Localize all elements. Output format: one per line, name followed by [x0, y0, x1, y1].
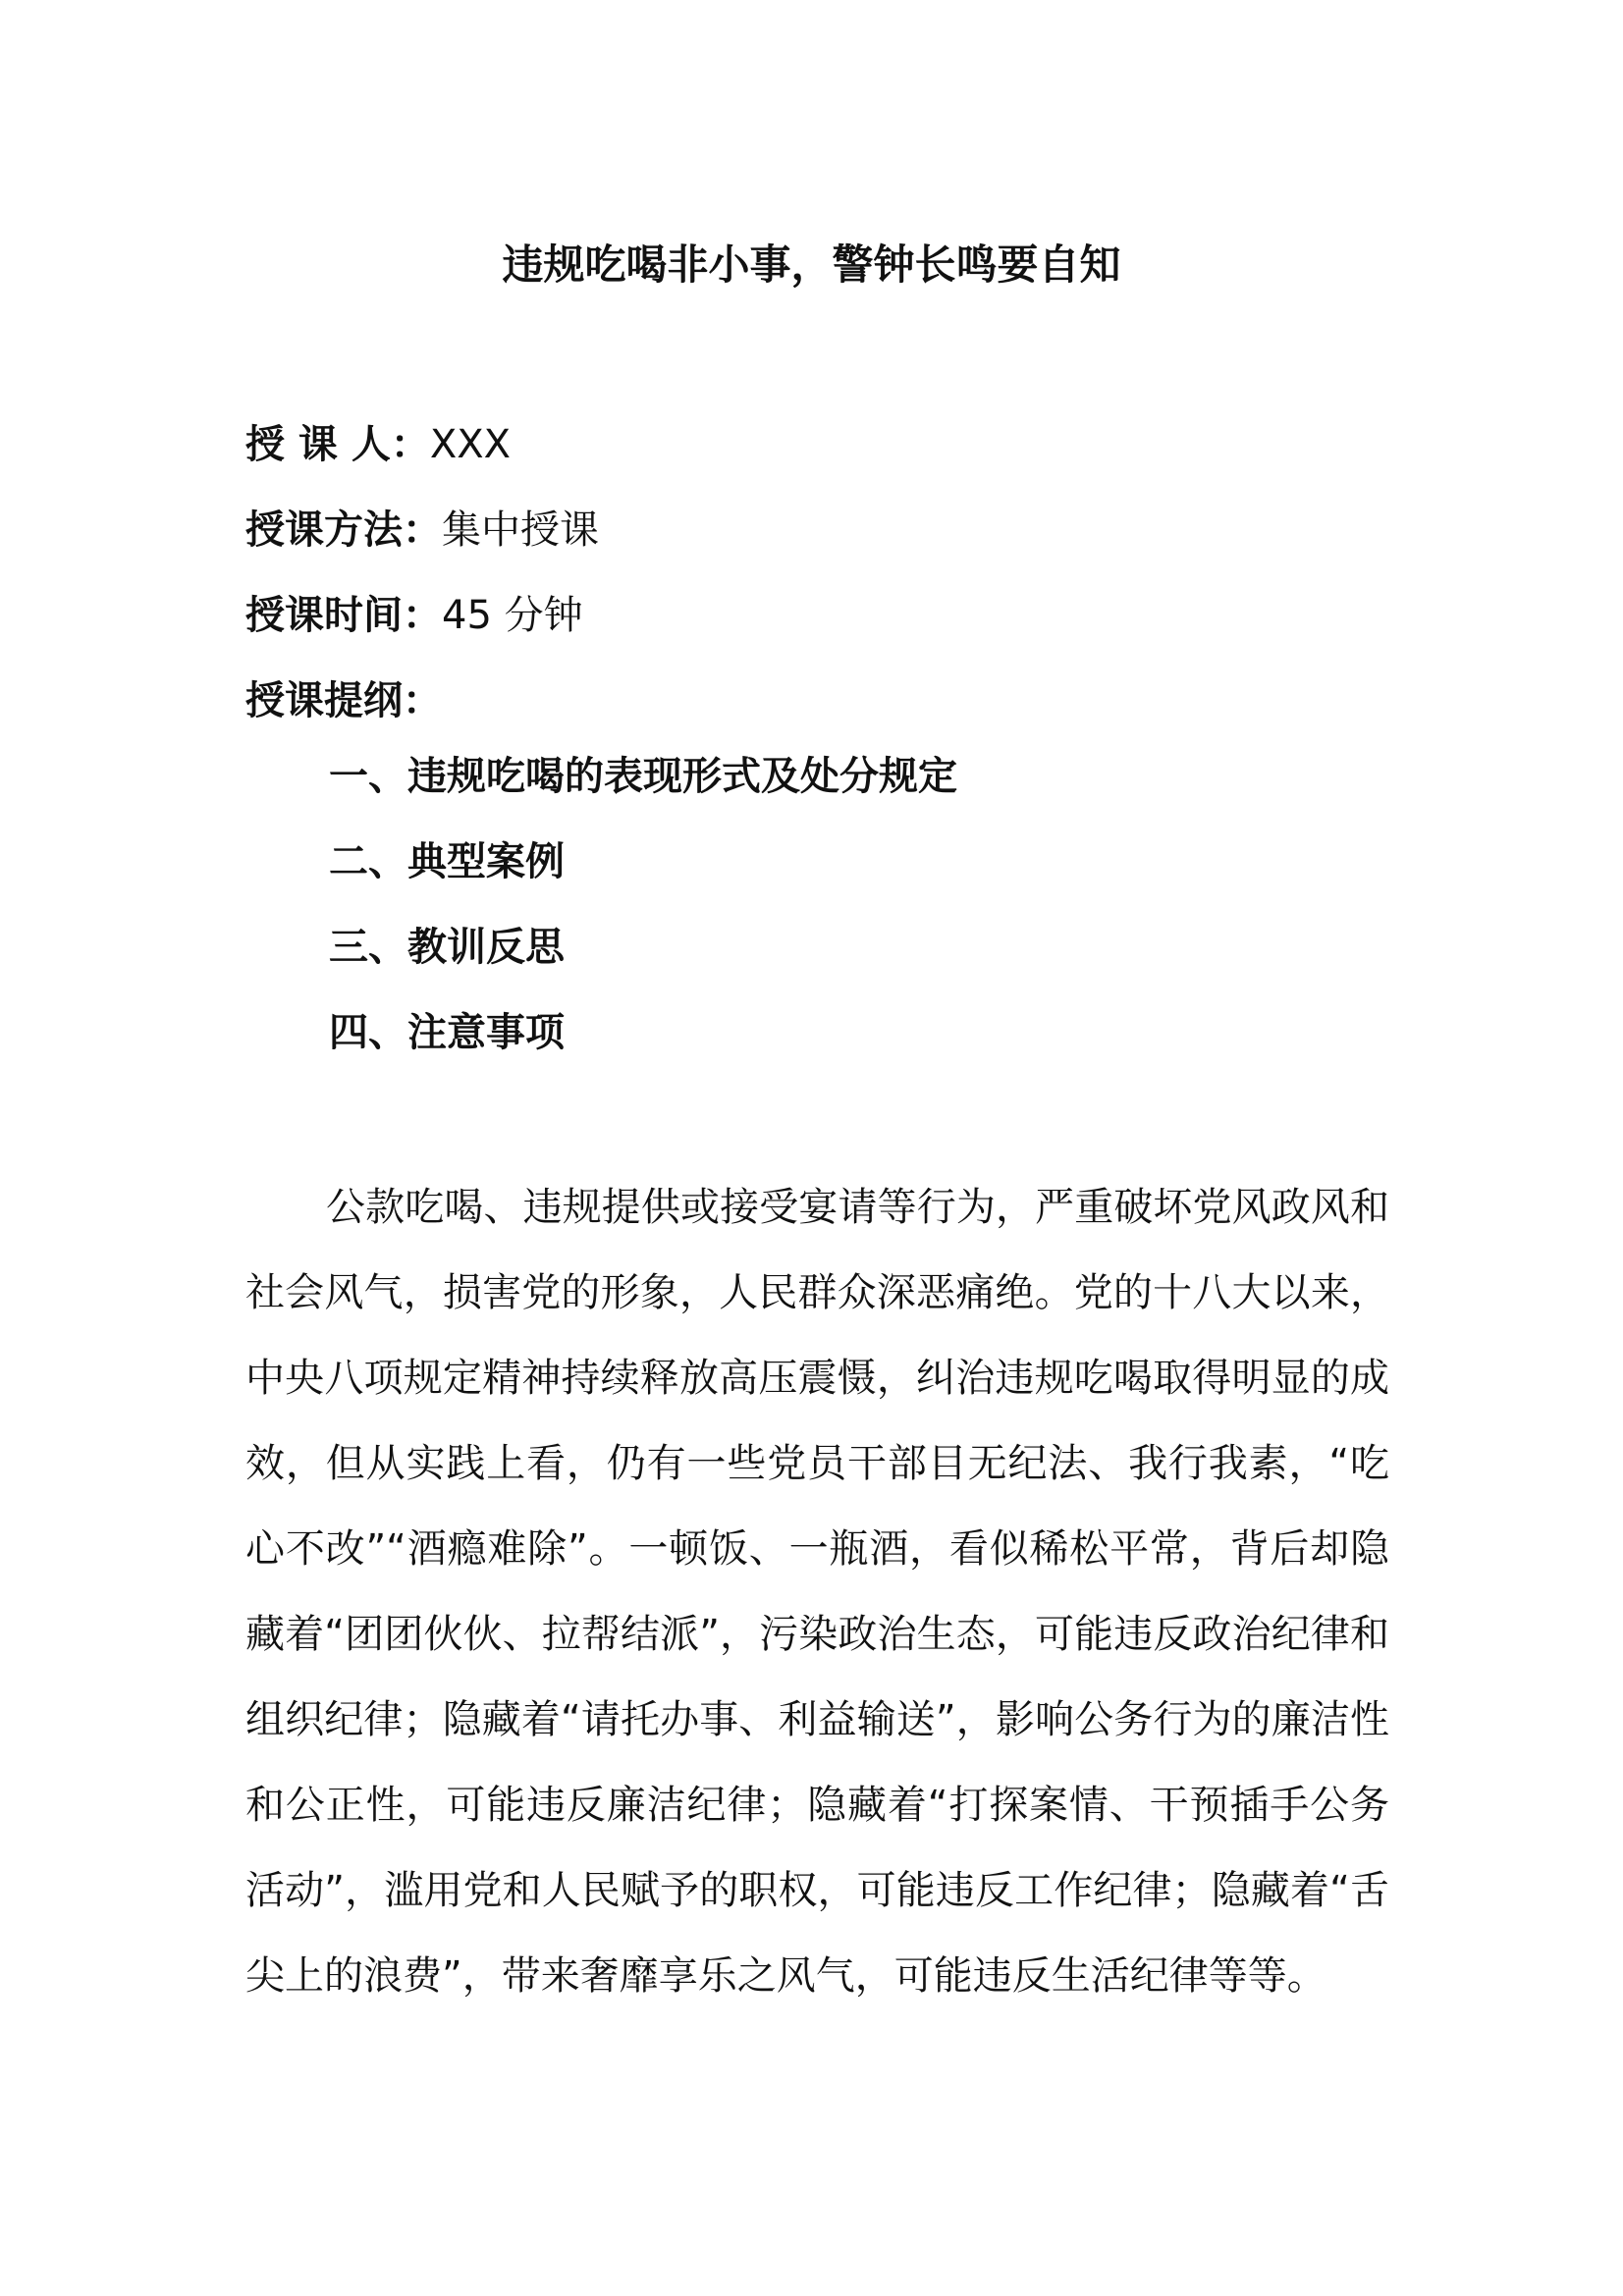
lecturer-row [245, 402, 1424, 488]
outline-item: 一、违规吃喝的表现形式及处分规定 [329, 754, 957, 799]
document-title: 违规吃喝非小事，警钟长鸣要自知 [502, 240, 1121, 289]
outline-item: 二、典型案例 [329, 839, 565, 884]
outline-label: 授课提纲： [245, 678, 442, 723]
lecturer-value: XXX [429, 422, 512, 467]
time-label: 授课时间： [245, 593, 442, 638]
outline-heading-row [245, 659, 1424, 744]
method-label: 授课方法： [245, 507, 442, 553]
method-row [245, 488, 1424, 573]
lecturer-label: 授 课 人： [245, 422, 430, 467]
time-value: 45 分钟 [442, 593, 583, 638]
lesson-meta [245, 402, 1424, 744]
outline-item: 三、教训反思 [329, 925, 565, 970]
time-row [245, 573, 1424, 659]
body-paragraph: 公款吃喝、违规提供或接受宴请等行为，严重破坏党风政风和社会风气，损害党的形象，人民群众深恶痛绝。党的十八大以来，中央八项规定精神持续释放高压震慑，纠治违规吃喝取得明显的成效，但从实践上看，仍有一些党员干部目无纪法、我行我素，“吃心不改”“酒瘾难除”。一顿饭、一瓶酒，看似稀松平常，背后却隐藏着“团团伙伙、拉帮结派”，污染政治生态，可能违反政治纪律和组织纪律；隐藏着“请托办事、利益输送”，影响公务行为的廉洁性和公正性，可能违反廉洁纪律；隐藏着“打探案情、干预插手公务活动”，滥用党和人民赋予的职权，可能违反工作纪律；隐藏着“舌尖上的浪费”，带来奢靡享乐之风气，可能违反生活纪律等等。 [245, 1185, 1389, 1999]
method-value: 集中授课 [442, 507, 599, 553]
outline-list [329, 734, 1409, 1076]
outline-item: 四、注意事项 [329, 1010, 565, 1055]
